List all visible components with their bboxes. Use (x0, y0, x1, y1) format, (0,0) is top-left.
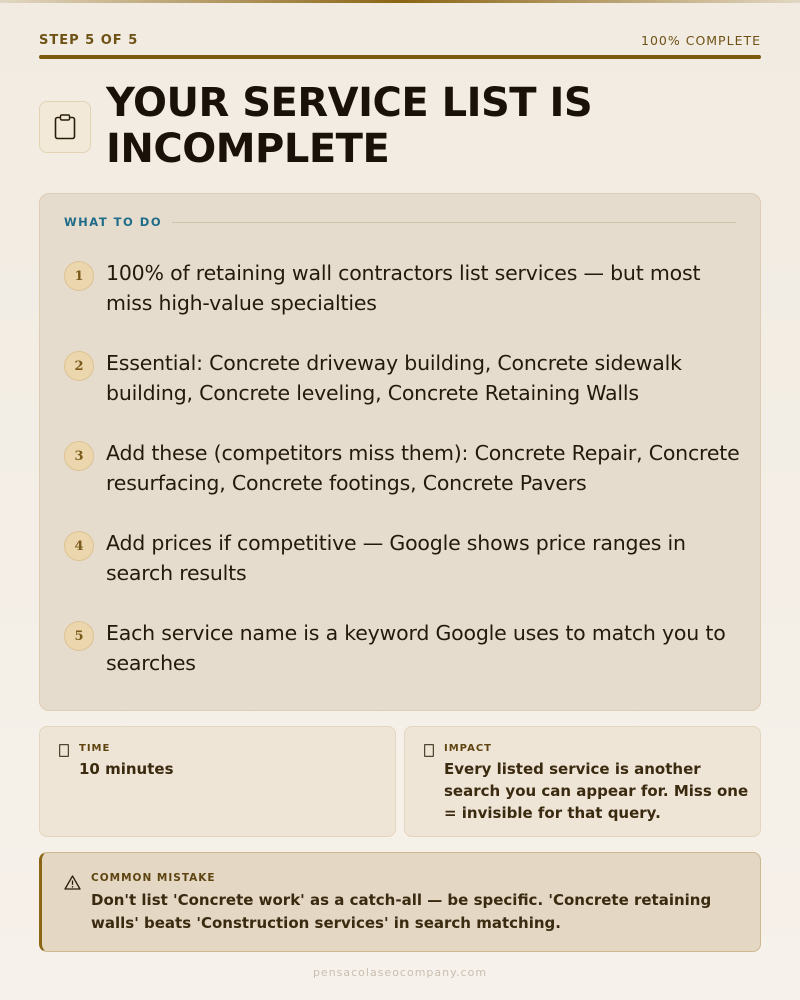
step-number-badge: 1 (64, 261, 94, 291)
step-item (64, 618, 744, 708)
step-item (64, 528, 744, 618)
step-number-badge: 3 (64, 441, 94, 471)
footer-domain: pensacolaseocompany.com (312, 966, 488, 979)
progress-bar (39, 55, 761, 59)
progress-bar-fill (39, 55, 761, 59)
chart-icon (424, 744, 434, 761)
step-number-badge: 5 (64, 621, 94, 651)
what-to-do-card (39, 193, 761, 711)
step-item (64, 348, 744, 438)
step-text: Essential: Concrete driveway building, Concrete sidewalk building, Concrete leveling, Concrete Retaining Walls (106, 351, 682, 405)
time-label: TIME (79, 743, 111, 754)
warning-icon (64, 875, 81, 894)
clock-icon (59, 744, 69, 761)
impact-value: Every listed service is another search you can appear for. Miss one = invisible for that query. (444, 760, 749, 822)
progress-header (39, 33, 761, 48)
completion-percentage: 100% COMPLETE (641, 33, 761, 48)
page-title: YOUR SERVICE LIST IS INCOMPLETE (106, 80, 593, 172)
common-mistake-card (39, 852, 761, 952)
time-card (39, 726, 396, 837)
time-value: 10 minutes (79, 760, 174, 778)
heading-divider (172, 222, 736, 223)
step-item (64, 258, 744, 348)
clipboard-icon (39, 101, 91, 153)
step-text: 100% of retaining wall contractors list services — but most miss high-value specialties (106, 261, 701, 315)
what-to-do-heading: WHAT TO DO (64, 215, 163, 229)
step-text: Add prices if competitive — Google shows price ranges in search results (106, 531, 686, 585)
common-mistake-text: Don't list 'Concrete work' as a catch-all — be specific. 'Concrete retaining walls' beats 'Construction services' in search matching. (91, 891, 712, 932)
step-number-badge: 2 (64, 351, 94, 381)
top-accent-line (0, 0, 800, 3)
common-mistake-label: COMMON MISTAKE (91, 872, 216, 884)
steps-list (64, 258, 744, 708)
step-item (64, 438, 744, 528)
step-text: Each service name is a keyword Google uses to match you to searches (106, 621, 726, 675)
step-indicator: STEP 5 OF 5 (39, 33, 139, 48)
impact-card (404, 726, 761, 837)
step-text: Add these (competitors miss them): Concrete Repair, Concrete resurfacing, Concrete footings, Concrete Pavers (106, 441, 740, 495)
step-number-badge: 4 (64, 531, 94, 561)
impact-label: IMPACT (444, 743, 492, 754)
